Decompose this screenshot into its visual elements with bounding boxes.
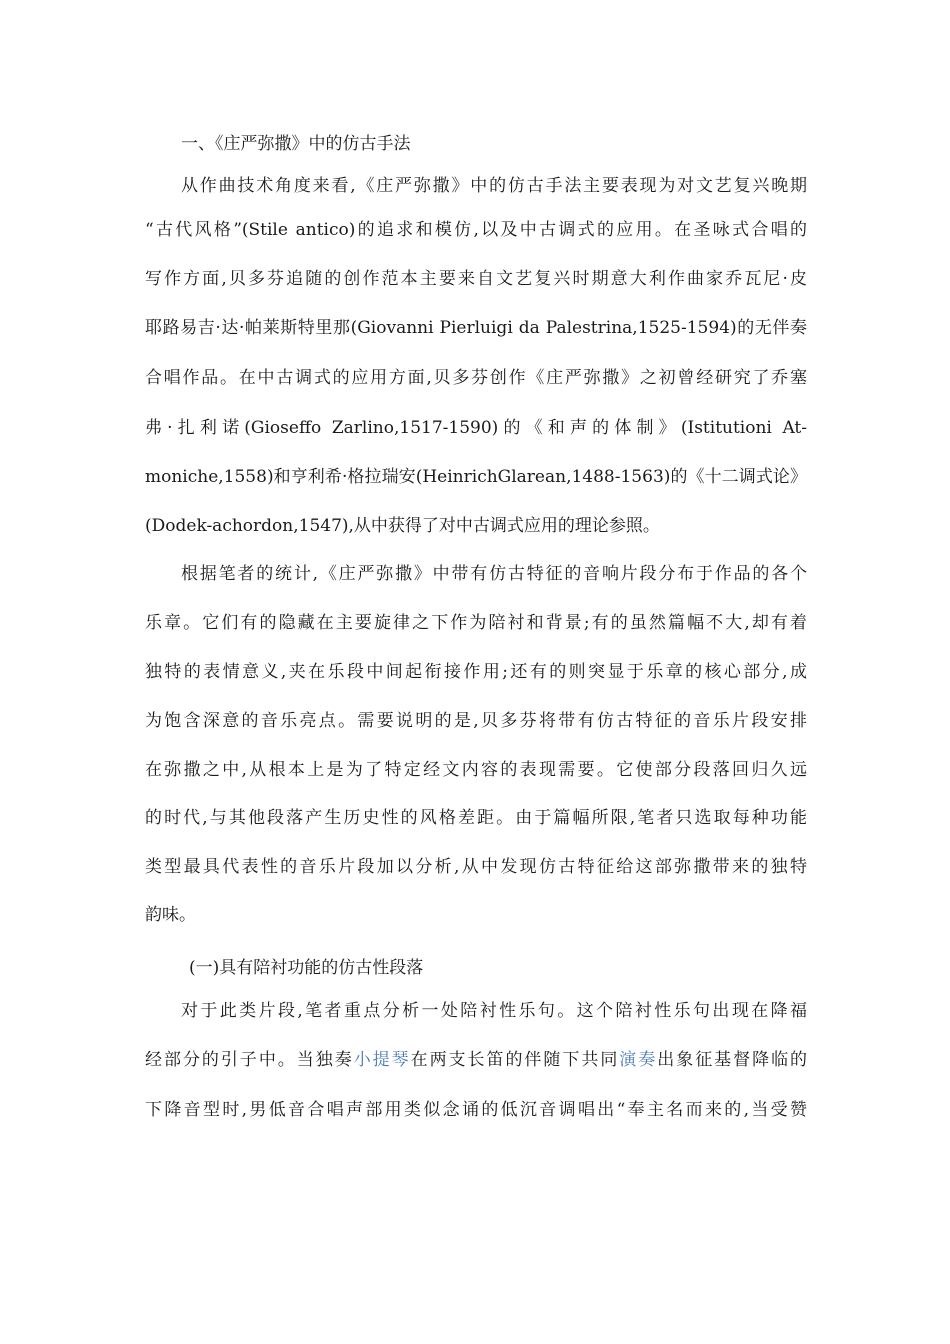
- paragraph-line: 下降音型时,男低音合唱声部用类似念诵的低沉音调唱出“奉主名而来的,当受赞: [145, 1100, 807, 1120]
- violin-link[interactable]: 小提琴: [353, 1050, 411, 1070]
- paragraph-line: 韵味。: [145, 905, 196, 925]
- paragraph-line: 根据笔者的统计,《庄严弥撒》中带有仿古特征的音响片段分布于作品的各个: [181, 564, 807, 584]
- text-segment: 经部分的引子中。当独奏: [145, 1050, 354, 1070]
- paragraph-line: 乐章。它们有的隐藏在主要旋律之下作为陪衬和背景;有的虽然篇幅不大,却有着: [145, 613, 807, 633]
- subsection-heading: (一)具有陪衬功能的仿古性段落: [189, 958, 424, 978]
- paragraph-line: 耶路易吉·达·帕莱斯特里那(Giovanni Pierluigi da Palestrina,1525-1594)的无伴奏: [145, 318, 807, 338]
- paragraph-line: moniche,1558)和亨利希·格拉瑞安(HeinrichGlarean,1488-1563)的《十二调式论》: [145, 467, 807, 487]
- paragraph-line: (Dodek-achordon,1547),从中获得了对中古调式应用的理论参照。: [145, 516, 660, 536]
- text-segment: 出象征基督降临的: [657, 1050, 808, 1070]
- paragraph-line: 对于此类片段,笔者重点分析一处陪衬性乐句。这个陪衬性乐句出现在降福: [181, 1001, 807, 1021]
- paragraph-line-with-links: [145, 1044, 807, 1076]
- performance-link[interactable]: 演奏: [619, 1050, 658, 1070]
- paragraph-line: 为饱含深意的音乐亮点。需要说明的是,贝多芬将带有仿古特征的音乐片段安排: [145, 711, 807, 731]
- paragraph-line: 在弥撒之中,从根本上是为了特定经文内容的表现需要。它使部分段落回归久远: [145, 760, 807, 780]
- paragraph-line: 类型最具代表性的音乐片段加以分析,从中发现仿古特征给这部弥撒带来的独特: [145, 857, 807, 877]
- paragraph-line: 独特的表情意义,夹在乐段中间起衔接作用;还有的则突显于乐章的核心部分,成: [145, 662, 807, 682]
- paragraph-line: 弗·扎利诺(Gioseffo Zarlino,1517-1590)的《和声的体制》(Istitutioni At-: [145, 418, 807, 438]
- text-segment: 在两支长笛的伴随下共同: [410, 1050, 620, 1070]
- paragraph-line: 合唱作品。在中古调式的应用方面,贝多芬创作《庄严弥撒》之初曾经研究了乔塞: [145, 368, 807, 388]
- section-heading: 一、《庄严弥撒》中的仿古手法: [181, 134, 411, 154]
- paragraph-line: 的时代,与其他段落产生历史性的风格差距。由于篇幅所限,笔者只选取每种功能: [145, 808, 807, 828]
- paragraph-line: “古代风格”(Stile antico)的追求和模仿,以及中古调式的应用。在圣咏式合唱的: [145, 220, 807, 240]
- paragraph-line: 写作方面,贝多芬追随的创作范本主要来自文艺复兴时期意大利作曲家乔瓦尼·皮: [145, 269, 807, 289]
- paragraph-line: 从作曲技术角度来看,《庄严弥撒》中的仿古手法主要表现为对文艺复兴晚期: [181, 176, 807, 196]
